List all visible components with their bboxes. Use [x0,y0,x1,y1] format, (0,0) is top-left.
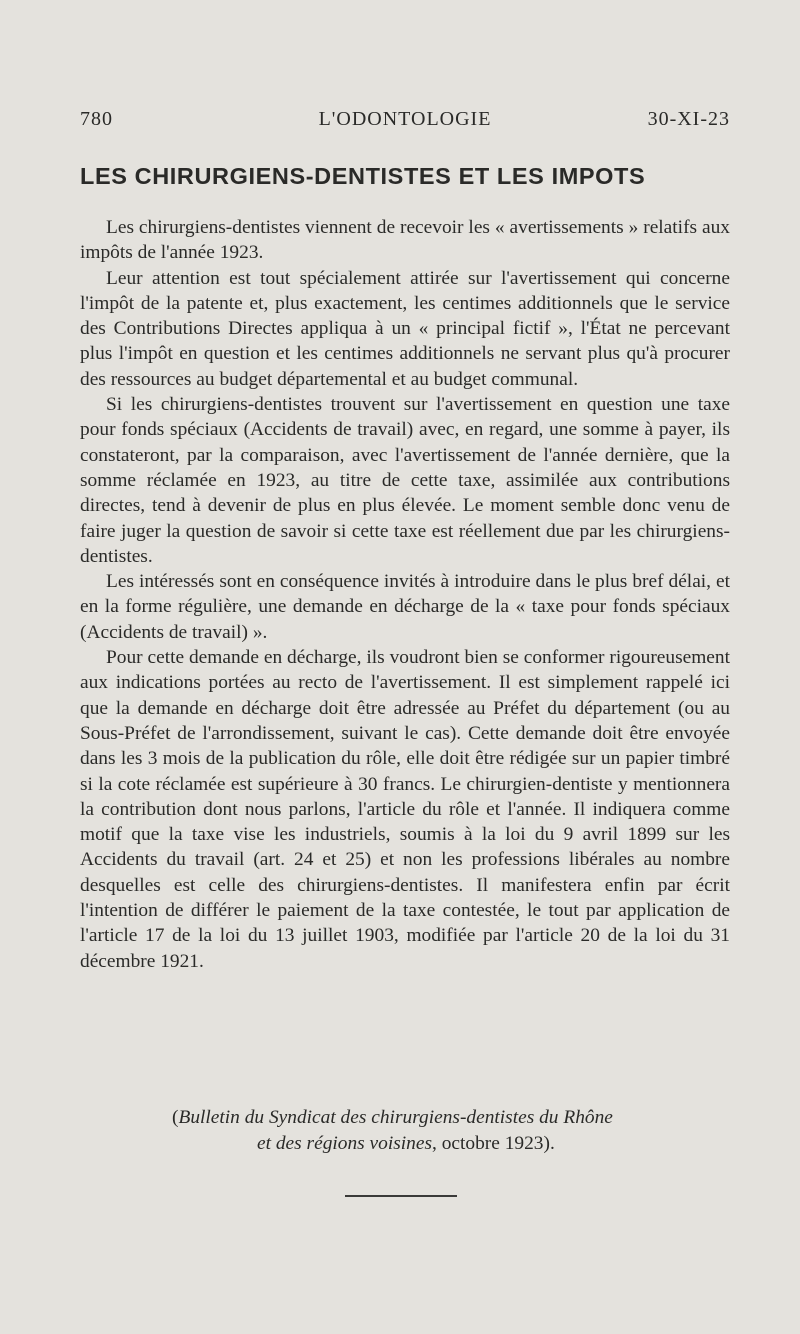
paragraph-5: Pour cette demande en décharge, ils voudront bien se conformer rigoureusement aux indications portées au recto de l'avertissement. Il est simplement rappelé ici que la demande en décharge doit être adressée au Préfet du département (ou au Sous-Préfet de l'arrondissement, suivant le cas). Cette demande doit être envoyée dans les 3 mois de la publication du rôle, elle doit être rédigée sur un papier timbré si la cote réclamée est supérieure à 30 francs. Le chirurgien-dentiste y mentionnera la contribution dont nous parlons, l'article du rôle et l'année. Il indiquera comme motif que la taxe vise les industriels, soumis à la loi du 9 avril 1899 sur les Accidents du travail (art. 24 et 25) et non les professions libérales au nombre desquelles est celle des chirurgiens-dentistes. Il manifestera enfin par écrit l'intention de différer le paiement de la taxe contestée, le tout par application de l'article 17 de la loi du 13 juillet 1903, modifiée par l'article 20 de la loi du 31 décembre 1921. [80,647,730,972]
paragraph-1: Les chirurgiens-dentistes viennent de recevoir les « avertissements » relatifs aux impôts de l'année 1923. [80,217,730,264]
article-title: LES CHIRURGIENS-DENTISTES ET LES IMPOTS [80,163,646,189]
citation-source-title: Bulletin du Syndicat des chirurgiens-dentistes du Rhône [178,1107,613,1128]
paragraph-4: Les intéressés sont en conséquence invités à introduire dans le plus bref délai, et en la forme régulière, une demande en décharge de la « taxe pour fonds spéciaux (Accidents de travail) ». [80,571,730,643]
citation-open-paren: ( [172,1107,179,1128]
citation-date: , octobre 1923). [432,1133,555,1154]
paragraph-2: Leur attention est tout spécialement attirée sur l'avertissement qui concerne l'impôt de la patente et, plus exactement, les centimes additionnels que le service des Contributions Directes appliqua à un « principal fictif », l'État ne percevant plus l'impôt en question et les centimes additionnels ne servant plus qu'à procurer des ressources au budget départemental et au budget communal. [80,267,730,390]
page-number: 780 [80,108,113,130]
running-header [80,108,730,138]
source-citation [80,1105,730,1157]
paragraph-3: Si les chirurgiens-dentistes trouvent sur l'avertissement en question une taxe pour fonds spéciaux (Accidents de travail) avec, en regard, une somme à payer, ils constateront, par la comparaison, avec l'avertissement de l'année dernière, que la somme réclamée en 1923, au titre de cette taxe, assimilée aux contributions directes, tend à devenir de plus en plus élevée. Le moment semble donc venu de faire juger la question de savoir si cette taxe est réellement due par les chirurgiens-dentistes. [80,394,730,567]
citation-line-1 [80,1105,730,1131]
issue-date: 30-XI-23 [647,108,730,130]
citation-source-subtitle: et des régions voisines [257,1133,433,1154]
article-body [80,215,730,974]
citation-line-2 [80,1131,730,1157]
journal-name: L'ODONTOLOGIE [318,108,492,130]
end-rule-divider [345,1195,457,1197]
